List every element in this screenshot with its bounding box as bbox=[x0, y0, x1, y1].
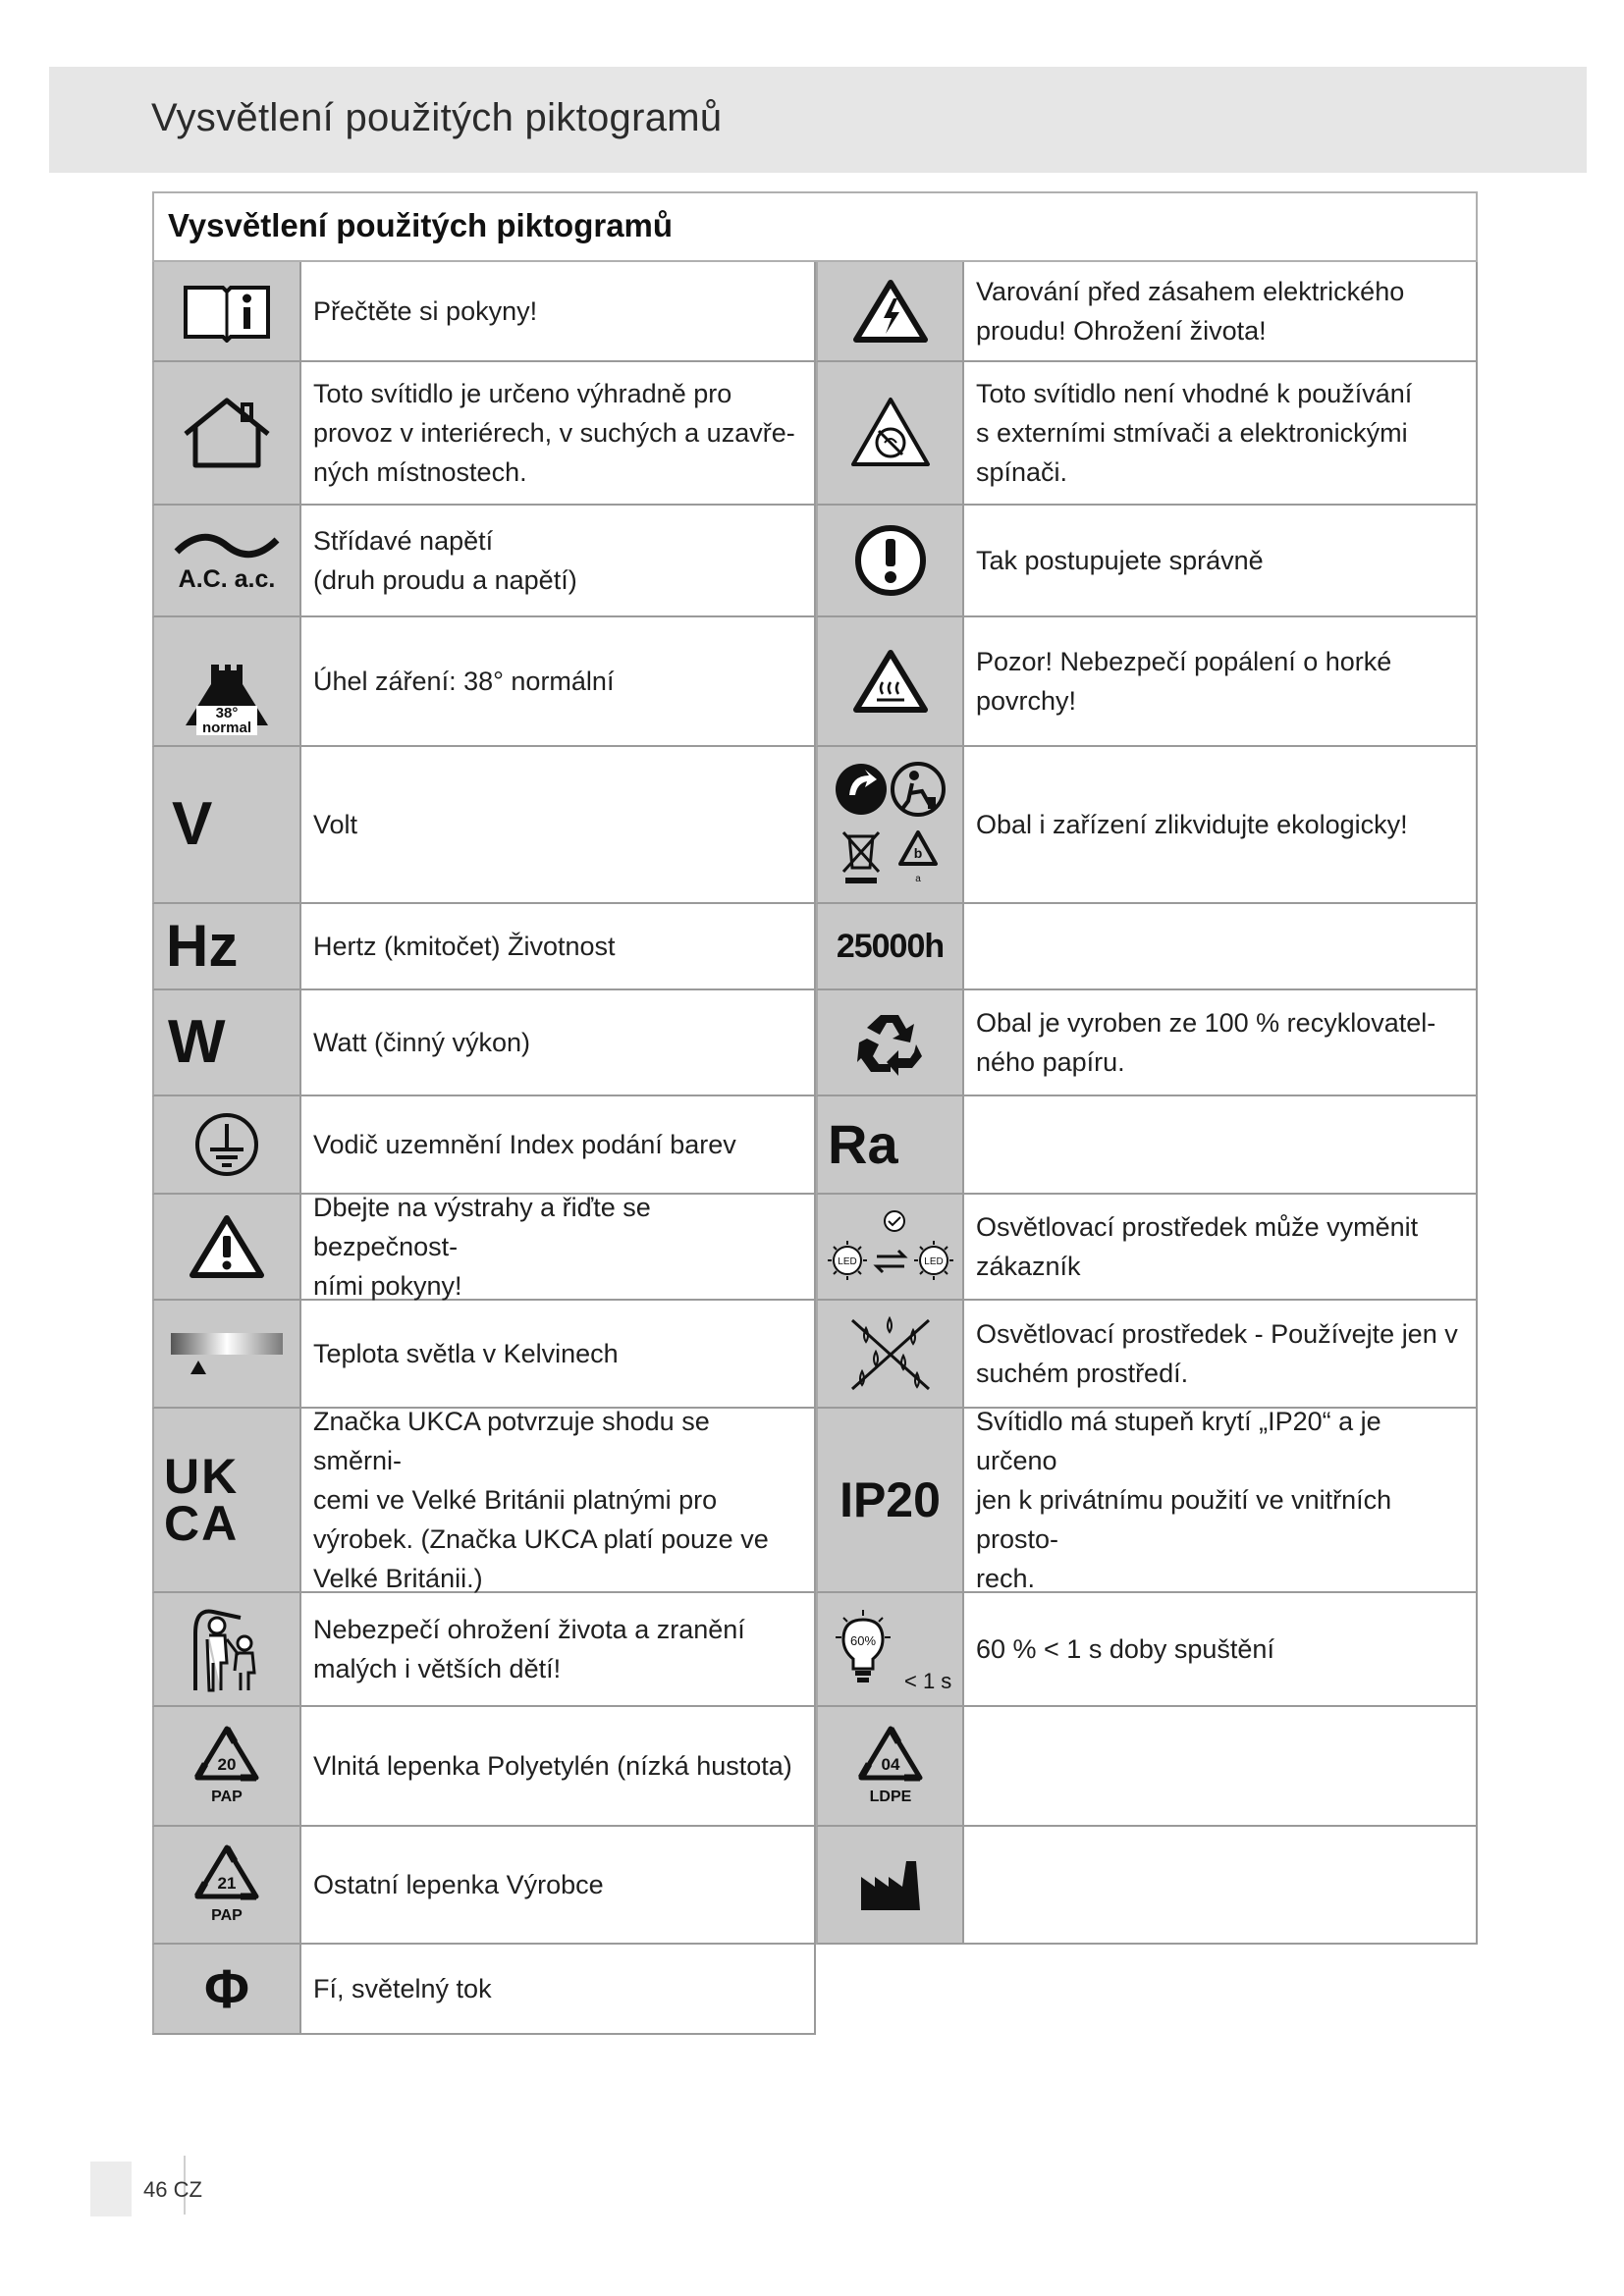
svg-text:a: a bbox=[914, 874, 921, 884]
ip20-icon: IP20 bbox=[816, 1409, 962, 1593]
page-title: Vysvětlení použitých piktogramů bbox=[151, 96, 723, 139]
page-number: 46 CZ bbox=[143, 2177, 202, 2202]
pictogram-description: Osvětlovací prostředek může vyměnit zákazník bbox=[962, 1195, 1478, 1301]
recycle-pap21-icon bbox=[152, 1827, 299, 1945]
svg-text:PAP: PAP bbox=[211, 1789, 243, 1805]
pictogram-description: Ostatní lepenka Výrobce bbox=[299, 1827, 816, 1945]
pictogram-description: Varování před zásahem elektrického proudu! Ohrožení života! bbox=[962, 262, 1478, 362]
svg-text:b: b bbox=[913, 845, 922, 861]
pictogram-description: Pozor! Nebezpečí popálení o horké povrchy! bbox=[962, 617, 1478, 747]
alternating-current-icon: A.C. a.c. bbox=[152, 506, 299, 617]
watt-icon: W bbox=[152, 990, 299, 1096]
phi-luminous-flux-icon: Φ bbox=[152, 1945, 299, 2035]
table-title: Vysvětlení použitých piktogramů bbox=[152, 191, 1478, 262]
pictogram-description bbox=[962, 1827, 1478, 1945]
caution-triangle-icon bbox=[152, 1195, 299, 1301]
pictogram-description: Přečtěte si pokyny! bbox=[299, 262, 816, 362]
pictogram-description: Toto svítidlo není vhodné k používání s externími stmívači a elektronickými spínači. bbox=[962, 362, 1478, 506]
pictogram-description: Osvětlovací prostředek - Používejte jen v suchém prostředí. bbox=[962, 1301, 1478, 1409]
no-dimmer-icon bbox=[816, 362, 962, 506]
replaceable-led-icon bbox=[816, 1195, 962, 1301]
pictogram-description: Vlnitá lepenka Polyetylén (nízká hustota) bbox=[299, 1707, 816, 1827]
pictogram-description: Volt bbox=[299, 747, 816, 904]
svg-text:20: 20 bbox=[217, 1755, 237, 1774]
volt-icon: V bbox=[152, 747, 299, 904]
svg-text:LED: LED bbox=[837, 1256, 857, 1267]
read-instructions-icon bbox=[152, 262, 299, 362]
pictogram-description: Hertz (kmitočet) Životnost bbox=[299, 904, 816, 990]
pictogram-description: Dbejte na výstrahy a řiďte se bezpečnost- ními pokyny! bbox=[299, 1195, 816, 1301]
pictogram-description: Úhel záření: 38° normální bbox=[299, 617, 816, 747]
recycle-ldpe04-icon bbox=[816, 1707, 962, 1827]
pictogram-description: 60 % < 1 s doby spuštění bbox=[962, 1593, 1478, 1707]
pictogram-description: Obal je vyroben ze 100 % recyklovatel- ného papíru. bbox=[962, 990, 1478, 1096]
pictogram-description: Svítidlo má stupeň krytí „IP20“ a je určeno jen k privátnímu použití ve vnitřních prosto- rech. bbox=[962, 1409, 1478, 1593]
svg-text:04: 04 bbox=[881, 1755, 899, 1774]
pictogram-description: Toto svítidlo je určeno výhradně pro provoz v interiérech, v suchých a uzavře- ných místnostech. bbox=[299, 362, 816, 506]
svg-text:60%: 60% bbox=[849, 1633, 876, 1648]
child-hazard-icon bbox=[152, 1593, 299, 1707]
indoor-house-icon bbox=[152, 362, 299, 506]
svg-text:LED: LED bbox=[923, 1256, 944, 1267]
color-rendering-icon: Ra bbox=[816, 1096, 962, 1195]
svg-text:21: 21 bbox=[217, 1874, 237, 1893]
pictogram-description bbox=[962, 904, 1478, 990]
footer-tab bbox=[90, 2162, 132, 2216]
header-band bbox=[49, 67, 1587, 173]
lifetime-icon: 25000h bbox=[816, 904, 962, 990]
manufacturer-icon bbox=[816, 1827, 962, 1945]
pictogram-description: Vodič uzemnění Index podání barev bbox=[299, 1096, 816, 1195]
exclamation-circle-icon bbox=[816, 506, 962, 617]
pictogram-description: Tak postupujete správně bbox=[962, 506, 1478, 617]
pictogram-description: Obal i zařízení zlikvidujte ekologicky! bbox=[962, 747, 1478, 904]
recycle-pap20-icon bbox=[152, 1707, 299, 1827]
dry-environment-only-icon bbox=[816, 1301, 962, 1409]
svg-text:LDPE: LDPE bbox=[869, 1789, 911, 1805]
startup-time-icon bbox=[816, 1593, 962, 1707]
ukca-mark-icon: UK CA bbox=[152, 1409, 299, 1593]
hot-surface-warning-icon bbox=[816, 617, 962, 747]
electric-shock-warning-icon bbox=[816, 262, 962, 362]
pictogram-description bbox=[962, 1707, 1478, 1827]
pictogram-description: Fí, světelný tok bbox=[299, 1945, 816, 2035]
earth-ground-icon bbox=[152, 1096, 299, 1195]
pictogram-description: Nebezpečí ohrožení života a zranění malých i větších dětí! bbox=[299, 1593, 816, 1707]
pictogram-description: Watt (činný výkon) bbox=[299, 990, 816, 1096]
pictogram-description bbox=[962, 1096, 1478, 1195]
beam-angle-icon: 38° normal bbox=[152, 617, 299, 747]
pictogram-table bbox=[152, 191, 1478, 2035]
pictogram-description: Teplota světla v Kelvinech bbox=[299, 1301, 816, 1409]
eco-disposal-icon bbox=[816, 747, 962, 904]
svg-text:< 1 s: < 1 s bbox=[903, 1669, 951, 1693]
color-temperature-icon bbox=[152, 1301, 299, 1409]
svg-text:PAP: PAP bbox=[211, 1907, 243, 1924]
pictogram-description: Značka UKCA potvrzuje shodu se směrni- cemi ve Velké Británii platnými pro výrobek. (Značka UKCA platí pouze ve Velké Británii.) bbox=[299, 1409, 816, 1593]
pictogram-description: Střídavé napětí (druh proudu a napětí) bbox=[299, 506, 816, 617]
recycling-icon bbox=[816, 990, 962, 1096]
hertz-icon: Hz bbox=[152, 904, 299, 990]
